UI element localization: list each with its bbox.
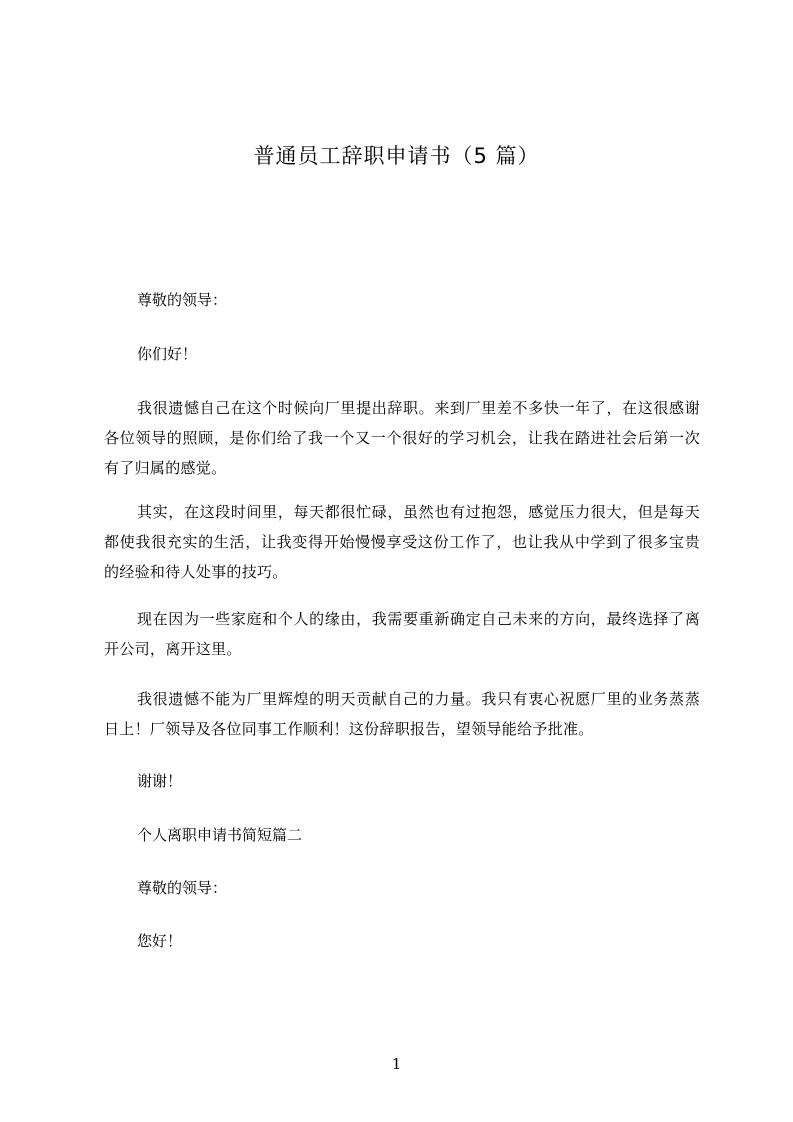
page-number: 1 [391,1055,402,1073]
body-paragraph-2: 其实，在这段时间里，每天都很忙碌，虽然也有过抱怨，感觉压力很大，但是每天都使我很充实的生活，让我变得开始慢慢享受这份工作了，也让我从中学到了很多宝贵的经验和待人处事的技巧。 [104,503,700,581]
body-paragraph-3: 现在因为一些家庭和个人的缘由，我需要重新确定自己未来的方向，最终选择了离开公司，离开这里。 [104,610,700,658]
section-salutation: 尊敬的领导： [137,879,228,897]
section-heading: 个人离职申请书简短篇二 [137,826,303,844]
body-paragraph-4: 我很遗憾不能为厂里辉煌的明天贡献自己的力量。我只有衷心祝愿厂里的业务蒸蒸日上！厂领导及各位同事工作顺利！这份辞职报告，望领导能给予批准。 [104,690,700,738]
document-title: 普通员工辞职申请书（5 篇） [253,144,540,168]
thanks-line: 谢谢！ [137,772,183,790]
body-paragraph-1: 我很遗憾自己在这个时候向厂里提出辞职。来到厂里差不多快一年了，在这很感谢各位领导的照顾，是你们给了我一个又一个很好的学习机会，让我在踏进社会后第一次有了归属的感觉。 [104,399,700,477]
section-greeting: 您好！ [137,932,183,950]
salutation: 尊敬的领导： [137,291,228,309]
greeting: 你们好！ [137,345,198,363]
